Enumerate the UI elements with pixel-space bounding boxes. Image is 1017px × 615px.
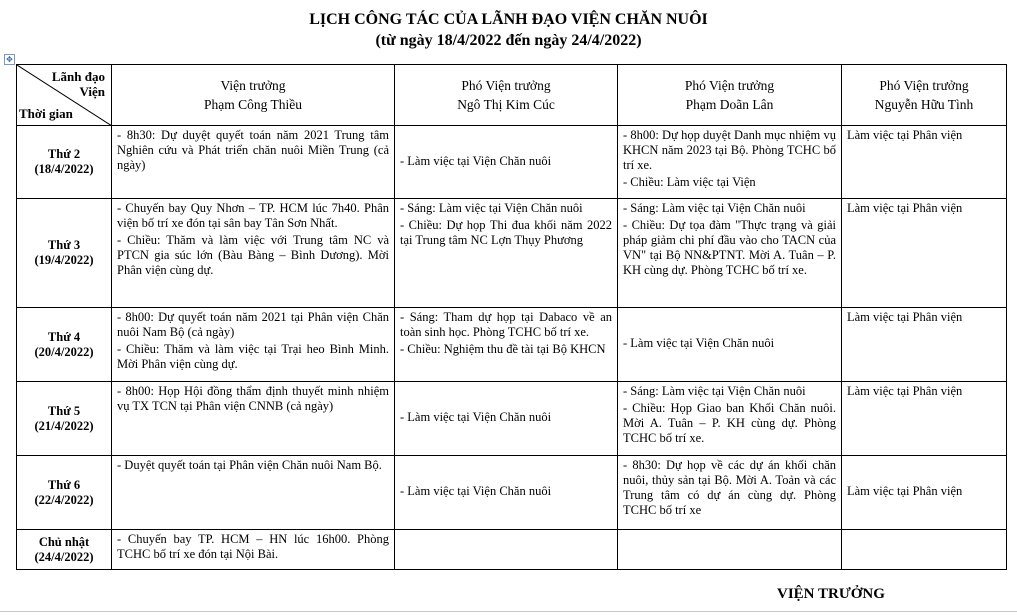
schedule-entry: - 8h00: Dự quyết toán năm 2021 tại Phân viện Chăn nuôi Nam Bộ (cả ngày) bbox=[117, 310, 389, 339]
schedule-entry: - Chiều: Họp Giao ban Khối Chăn nuôi. Mời A. Tuân – P. KH cùng dự. Phòng TCHC bố trí xe. bbox=[623, 401, 836, 445]
schedule-cell bbox=[618, 308, 842, 382]
schedule-cell bbox=[395, 530, 618, 570]
schedule-entry: Làm việc tại Phân viện bbox=[847, 484, 963, 498]
schedule-entry: - Chiều: Dự tọa đàm "Thực trạng và giải pháp giảm chi phí đầu vào cho TACN của VN" tại Bộ NN&PTNT. Mời A. Tuân – P. KH cùng dự. Phòng TCHC bố trí xe. bbox=[623, 218, 836, 277]
header-person: Ngô Thị Kim Cúc bbox=[457, 97, 555, 112]
day-cell bbox=[17, 456, 112, 530]
schedule-entry: - Chiều: Làm việc tại Viện bbox=[623, 175, 756, 189]
day-date: (19/4/2022) bbox=[34, 253, 94, 267]
schedule-entry: - Làm việc tại Viện Chăn nuôi bbox=[400, 410, 552, 424]
header-row bbox=[17, 65, 1007, 126]
day-cell bbox=[17, 382, 112, 456]
day-date: (18/4/2022) bbox=[34, 162, 94, 176]
day-date: (20/4/2022) bbox=[34, 344, 94, 359]
day-name: Thứ 6 bbox=[47, 477, 81, 492]
schedule-entry: - Chiều: Thăm và làm việc với Trung tâm NC và PTCN gia súc lớn (Bàu Bàng – Bình Dương). Mời Phân viện cùng dự. bbox=[117, 233, 389, 277]
schedule-cell bbox=[395, 126, 618, 199]
schedule-cell bbox=[395, 382, 618, 456]
corner-header bbox=[17, 65, 112, 126]
schedule-cell bbox=[842, 382, 1007, 456]
schedule-cell bbox=[112, 456, 395, 530]
day-cell bbox=[17, 199, 112, 308]
schedule-entry: - Làm việc tại Viện Chăn nuôi bbox=[400, 484, 552, 498]
document-subtitle: (từ ngày 18/4/2022 đến ngày 24/4/2022) bbox=[375, 32, 642, 49]
schedule-cell bbox=[842, 456, 1007, 530]
header-col-3 bbox=[618, 65, 842, 126]
table-row bbox=[17, 308, 1007, 382]
schedule-cell bbox=[395, 456, 618, 530]
schedule-entry: - Chuyến bay TP. HCM – HN lúc 16h00. Phòng TCHC bố trí xe đón tại Nội Bài. bbox=[117, 532, 389, 561]
header-role: Phó Viện trưởng bbox=[684, 78, 775, 93]
table-row bbox=[17, 456, 1007, 530]
header-role: Phó Viện trưởng bbox=[879, 78, 969, 93]
schedule-cell bbox=[112, 308, 395, 382]
schedule-entry: - Chiều: Thăm và làm việc tại Trại heo Bình Minh. Mời Phân viện cùng dự. bbox=[117, 342, 389, 371]
day-date: (24/4/2022) bbox=[34, 549, 94, 564]
day-name: Thứ 5 bbox=[47, 403, 81, 418]
header-person: Phạm Doãn Lân bbox=[685, 97, 774, 112]
schedule-cell bbox=[842, 530, 1007, 570]
schedule-cell bbox=[112, 382, 395, 456]
page-bottom-rule bbox=[0, 611, 1017, 612]
schedule-table bbox=[16, 64, 1007, 570]
table-row bbox=[17, 199, 1007, 308]
header-person: Phạm Công Thiều bbox=[203, 97, 302, 112]
schedule-entry: - 8h00: Họp Hội đồng thẩm định thuyết minh nhiệm vụ TX TCN tại Phân viện CNNB (cả ngày) bbox=[117, 384, 389, 413]
schedule-entry: - Sáng: Làm việc tại Viện Chăn nuôi bbox=[623, 384, 806, 398]
signature-label: VIỆN TRƯỞNG bbox=[777, 586, 885, 602]
schedule-cell bbox=[842, 126, 1007, 199]
header-col-1 bbox=[112, 65, 395, 126]
day-name: Thứ 3 bbox=[47, 238, 81, 252]
header-role: Phó Viện trưởng bbox=[461, 78, 551, 93]
schedule-cell bbox=[618, 530, 842, 570]
schedule-entry: - 8h00: Dự họp duyệt Danh mục nhiệm vụ KHCN năm 2023 tại Bộ. Phòng TCHC bố trí xe. bbox=[623, 128, 836, 172]
move-cross-icon[interactable]: ✥ bbox=[4, 54, 15, 65]
schedule-cell bbox=[842, 308, 1007, 382]
schedule-entry: - Chiều: Dự họp Thi đua khối năm 2022 tại Trung tâm NC Lợn Thụy Phương bbox=[400, 218, 612, 247]
header-col-4 bbox=[842, 65, 1007, 126]
schedule-cell bbox=[112, 199, 395, 308]
schedule-entry: - Chiều: Nghiệm thu đề tài tại Bộ KHCN bbox=[400, 342, 606, 356]
schedule-cell bbox=[112, 530, 395, 570]
schedule-entry: Làm việc tại Phân viện bbox=[847, 201, 963, 215]
schedule-cell bbox=[112, 126, 395, 199]
schedule-cell bbox=[395, 199, 618, 308]
header-person: Nguyễn Hữu Tình bbox=[874, 97, 974, 112]
schedule-cell bbox=[618, 456, 842, 530]
schedule-entry: Làm việc tại Phân viện bbox=[847, 310, 963, 324]
schedule-cell bbox=[618, 382, 842, 456]
table-row bbox=[17, 126, 1007, 199]
schedule-entry: - Duyệt quyết toán tại Phân viện Chăn nuôi Nam Bộ. bbox=[117, 458, 382, 472]
day-cell bbox=[17, 126, 112, 199]
schedule-entry: - 8h30: Dự họp về các dự án khối chăn nuôi, thủy sản tại Bộ. Mời A. Toản và các Trung tâm có dự án cùng dự. Phòng TCHC bố trí xe bbox=[623, 458, 836, 517]
document-title: LỊCH CÔNG TÁC CỦA LÃNH ĐẠO VIỆN CHĂN NUÔI bbox=[309, 11, 708, 28]
table-row bbox=[17, 530, 1007, 570]
schedule-cell bbox=[842, 199, 1007, 308]
schedule-entry: - Sáng: Làm việc tại Viện Chăn nuôi bbox=[400, 201, 583, 215]
day-cell bbox=[17, 308, 112, 382]
schedule-entry: Làm việc tại Phân viện bbox=[847, 128, 963, 142]
schedule-entry: - 8h30: Dự duyệt quyết toán năm 2021 Trung tâm Nghiên cứu và Phát triển chăn nuôi Miền Trung (cả ngày) bbox=[117, 128, 389, 172]
schedule-entry: - Làm việc tại Viện Chăn nuôi bbox=[400, 153, 552, 168]
day-date: (22/4/2022) bbox=[34, 492, 94, 507]
day-name: Thứ 2 bbox=[47, 147, 81, 161]
day-name: Chủ nhật bbox=[38, 534, 90, 549]
table-row bbox=[17, 382, 1007, 456]
schedule-cell bbox=[618, 199, 842, 308]
schedule-cell bbox=[395, 308, 618, 382]
header-col-2 bbox=[395, 65, 618, 126]
schedule-entry: - Sáng: Làm việc tại Viện Chăn nuôi bbox=[623, 201, 806, 215]
corner-top-label: Lãnh đạo Viện bbox=[51, 69, 105, 99]
schedule-entry: - Chuyến bay Quy Nhơn – TP. HCM lúc 7h40. Phân viện bố trí xe đón tại sân bay Tân Sơn Nhất. bbox=[117, 201, 389, 230]
schedule-cell bbox=[618, 126, 842, 199]
day-cell bbox=[17, 530, 112, 570]
header-role: Viện trưởng bbox=[220, 78, 286, 93]
corner-bottom-label: Thời gian bbox=[19, 106, 73, 121]
day-date: (21/4/2022) bbox=[34, 418, 94, 433]
day-name: Thứ 4 bbox=[47, 329, 81, 344]
schedule-entry: - Sáng: Tham dự họp tại Dabaco về an toàn sinh học. Phòng TCHC bố trí xe. bbox=[400, 310, 612, 339]
schedule-entry: Làm việc tại Phân viện bbox=[847, 384, 963, 398]
schedule-entry: - Làm việc tại Viện Chăn nuôi bbox=[623, 336, 775, 350]
